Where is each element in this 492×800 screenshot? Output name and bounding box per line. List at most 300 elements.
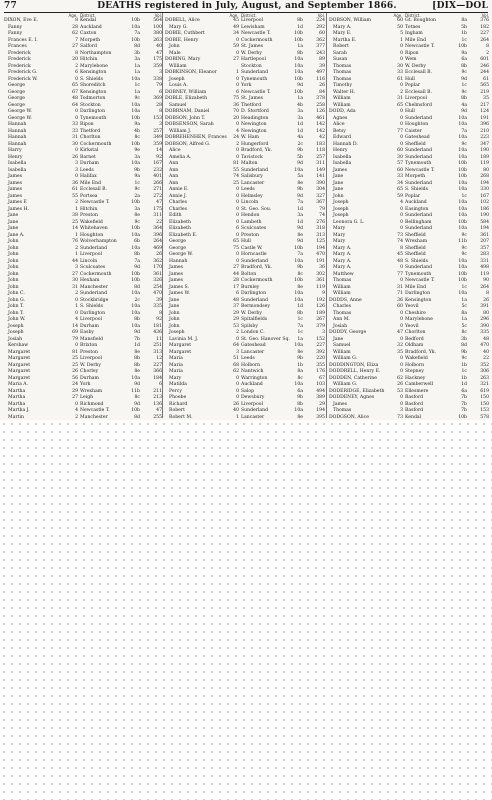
entry-name: John [8, 284, 19, 290]
entry-page: 271 [153, 187, 162, 192]
entry-volume: 9d [297, 193, 303, 199]
entry-name: Robert M. [169, 414, 193, 420]
entry-name: Harry [8, 148, 22, 153]
entry-age: 0 [75, 343, 78, 348]
entry-volume: 9c [461, 356, 467, 361]
entry-age: 2 [400, 89, 403, 95]
entry-page: 266 [153, 180, 162, 186]
entry-page: 258 [316, 102, 325, 108]
entry-name: Walter H. [333, 89, 356, 95]
entry-volume: 1b [461, 362, 467, 368]
entry-name: Susan [333, 57, 348, 62]
entry-district: Houghton [405, 122, 429, 127]
entry-name: Thomas [333, 310, 352, 316]
entry-district: Lincoln [80, 258, 98, 264]
entry-page: 191 [316, 258, 325, 264]
entry-page: 12 [156, 356, 162, 361]
entry-name: Mary A. [333, 24, 352, 30]
entry-age: 0 [400, 213, 403, 218]
entry-volume: 9a [134, 122, 140, 127]
entry-page: 369 [153, 96, 162, 101]
entry-age: 31 [397, 284, 403, 290]
entry-volume: 10b [294, 89, 303, 95]
entry-volume: 9d [461, 109, 467, 114]
entry-district: Preston [80, 213, 98, 218]
entry-age: 47 [397, 330, 403, 335]
entry-page: 254 [153, 284, 162, 290]
entry-age: 0 [400, 115, 403, 121]
entry-name: DODDEN, Catherine [329, 375, 377, 381]
entry-age: 0 [236, 206, 239, 212]
entry-page: 153 [480, 408, 489, 413]
entry-name: John T. [8, 304, 24, 309]
entry-district: Marylebone [405, 317, 433, 322]
entry-name: Hannah [8, 128, 27, 134]
entry-volume: 10b [294, 76, 303, 82]
entry-name: William [169, 63, 187, 69]
entry-page: 267 [316, 317, 325, 322]
entry-name: John [8, 239, 19, 244]
entry-name: Maria [169, 356, 183, 361]
entry-name: Mary A. [333, 252, 352, 257]
entry-age: 3 [400, 408, 403, 413]
entry-name: Jane [169, 297, 180, 303]
entry-volume: 8e [297, 349, 303, 355]
entry-page: 367 [316, 200, 325, 205]
entry-district: W. Derby [241, 310, 262, 316]
entry-volume: 10b [131, 226, 140, 231]
entry-district: Leigh [80, 395, 94, 400]
entry-name: DOBLE, Elizabeth [165, 96, 208, 101]
entry-page: 355 [316, 362, 325, 368]
entry-district: Ecclesall B. [405, 70, 433, 75]
entry-volume: 5b [297, 154, 303, 160]
entry-name: DOBELL, Alice [165, 18, 200, 23]
entry-volume: 3a [134, 206, 140, 212]
entry-name: Fanny [8, 31, 23, 36]
entry-name: Jane [8, 226, 19, 231]
entry-district: St. Geo. Sou. [241, 206, 272, 212]
entry-name: Alice [333, 122, 345, 127]
entry-page: 39 [156, 297, 162, 303]
entry-page: 26 [483, 297, 489, 303]
entry-volume: 1a [297, 44, 303, 49]
entry-age: 62 [72, 31, 78, 36]
entry-page: 327 [316, 193, 325, 199]
entry-page: 8 [486, 291, 489, 296]
entry-age: 0 [400, 83, 403, 88]
entry-district: Dewsbury [241, 395, 265, 400]
entry-page: 8 [486, 44, 489, 49]
entry-age: 0 [75, 310, 78, 316]
entry-page: 61 [483, 76, 489, 82]
entry-age: 27 [72, 395, 78, 400]
entry-volume: 10b [458, 174, 467, 179]
entry-volume: 10a [131, 291, 140, 296]
page-number: 77 [4, 1, 17, 11]
entry-age: 20 [72, 57, 78, 62]
entry-page: 170 [153, 265, 162, 270]
entry-age: 0 [236, 83, 239, 88]
entry-volume: 7a [461, 128, 467, 134]
entry-age: 1 [75, 252, 78, 257]
entry-volume: 1a [461, 317, 467, 322]
entry-volume: 5b [461, 24, 467, 30]
entry-volume: 10b [458, 167, 467, 173]
entry-page: 264 [153, 239, 162, 244]
entry-age: 6 [75, 70, 78, 75]
entry-age: 29 [233, 310, 239, 316]
entry-page: 311 [316, 161, 325, 166]
entry-name: Mary A. [333, 258, 352, 264]
entry-age: 1 [400, 37, 403, 43]
entry-name: Maria [169, 362, 183, 368]
entry-page: 366 [153, 369, 162, 374]
entry-page: 119 [316, 284, 325, 290]
entry-page: 119 [480, 161, 489, 166]
entry-district: S. Shields [405, 187, 428, 192]
entry-name: DIXON, Eve E. [4, 18, 39, 23]
entry-district: Salford [80, 44, 97, 49]
entry-name: Annie J. [169, 193, 187, 199]
entry-volume: 1c [297, 330, 303, 335]
entry-volume: 1a [461, 297, 467, 303]
entry-volume: 9a [134, 174, 140, 179]
entry-name: Martha [8, 388, 26, 394]
entry-volume: 10b [458, 161, 467, 166]
entry-district: Whitehaven [80, 226, 108, 231]
entry-district: Tynemouth [241, 76, 268, 82]
entry-volume: 1a [134, 70, 140, 75]
entry-volume: 10a [131, 304, 140, 309]
entry-volume: 8b [134, 252, 140, 257]
entry-name: Leonora G. L. [333, 219, 365, 225]
entry-page: 175 [153, 206, 162, 212]
entry-page: 102 [480, 200, 489, 205]
entry-age: 0 [400, 122, 403, 127]
entry-district: Darlington [405, 291, 431, 296]
entry-page: 2 [486, 50, 489, 56]
entry-volume: 10a [458, 180, 467, 186]
entry-age: 79 [72, 336, 78, 342]
entry-name: Mary [333, 239, 346, 244]
entry-district: Sunderland [405, 226, 433, 231]
entry-volume: 3b [134, 50, 140, 56]
entry-name: John [8, 278, 19, 283]
entry-page: 186 [480, 206, 489, 212]
entry-district: Northampton [80, 50, 112, 56]
entry-volume: 6a [297, 388, 303, 394]
entry-name: William G. [333, 382, 358, 387]
entry-district: Spitalfields [241, 317, 268, 322]
entry-district: Todmorton [80, 96, 106, 101]
entry-volume: 10a [458, 206, 467, 212]
entry-name: Robert [333, 44, 349, 49]
entry-name: Frederick [8, 57, 31, 62]
entry-age: 65 [397, 187, 403, 192]
entry-page: 257 [153, 128, 162, 134]
entry-age: 0 [236, 219, 239, 225]
entry-page: 331 [480, 258, 489, 264]
entry-age: 26 [72, 369, 78, 374]
entry-volume: 9d [297, 161, 303, 166]
entry-page: 26 [319, 83, 325, 88]
entry-age: 0 [236, 50, 239, 56]
entry-volume: 8e [134, 213, 140, 218]
entry-age: 28 [233, 278, 239, 283]
entry-page: 184 [153, 375, 162, 381]
entry-volume: 3a [297, 213, 303, 218]
entry-volume: 10a [131, 109, 140, 114]
entry-volume: 8b [461, 96, 467, 101]
entry-district: W. Derby [241, 50, 262, 56]
entry-name: Alice [169, 148, 181, 153]
entry-page: 246 [480, 63, 489, 69]
entry-age: 73 [397, 414, 403, 420]
entry-age: 33 [72, 128, 78, 134]
entry-page: 22 [483, 356, 489, 361]
entry-district: Newcastle T. [405, 167, 435, 173]
entry-district: Stepney [405, 369, 424, 374]
entry-volume: 8e [297, 414, 303, 420]
entry-district: Preston [241, 232, 259, 238]
entry-page: 268 [480, 174, 489, 179]
entry-volume: 8b [297, 401, 303, 407]
entry-age: 55 [233, 167, 239, 173]
entry-name: Frederick [8, 50, 31, 56]
entry-name: DOBING, Mary [165, 57, 201, 62]
entry-age: 1 [236, 70, 239, 75]
entry-district: Sheffield [405, 252, 426, 257]
entry-page: 40 [156, 44, 162, 49]
entry-volume: 7a [134, 258, 140, 264]
entry-name: Louis A. [169, 83, 188, 88]
entry-name: Jane [8, 213, 19, 218]
entry-page: 362 [153, 258, 162, 264]
entry-age: 31 [72, 284, 78, 290]
entry-district: Hexham [80, 278, 100, 283]
entry-volume: 8b [297, 50, 303, 56]
entry-name: John [8, 265, 19, 270]
entry-district: Stockbridge [80, 297, 109, 303]
entry-page: 461 [316, 115, 325, 121]
entry-page: 136 [153, 401, 162, 407]
entry-page: 190 [480, 148, 489, 153]
entry-page: 103 [316, 382, 325, 387]
entry-name: Joseph [8, 323, 24, 329]
entry-name: John [8, 258, 19, 264]
entry-age: 24 [72, 382, 78, 387]
entry-page: 263 [153, 37, 162, 43]
entry-name: Jane [169, 304, 180, 309]
entry-page: 224 [316, 18, 325, 23]
entry-page: 192 [316, 297, 325, 303]
entry-name: Thomas [333, 278, 352, 283]
entry-volume: 10a [131, 76, 140, 82]
entry-age: 0 [400, 278, 403, 283]
entry-district: Auckland [80, 24, 102, 30]
entry-age: 27 [72, 271, 78, 277]
entry-age: 55 [72, 193, 78, 199]
entry-name: Joseph [169, 330, 185, 335]
entry-age: 60 [397, 148, 403, 153]
entry-district: Salop [241, 388, 255, 394]
entry-name: Sarah [333, 50, 347, 56]
entry-page: 361 [480, 232, 489, 238]
entry-name: Richard [169, 401, 188, 407]
entry-district: Chelmsford [405, 102, 432, 108]
entry-name: Frederick W. [8, 76, 38, 82]
entry-district: Leeds [241, 187, 255, 192]
entry-district: Basford [405, 401, 424, 407]
entry-volume: 10b [294, 31, 303, 36]
entry-volume: 10a [458, 291, 467, 296]
entry-age: 30 [397, 63, 403, 69]
entry-district: Basford [405, 395, 424, 400]
entry-district: Newcastle T. [80, 408, 110, 413]
entry-volume: 1a [134, 89, 140, 95]
entry-volume: 7a [297, 252, 303, 257]
index-column-3 [329, 13, 489, 418]
entry-name: Percy [169, 388, 182, 394]
entry-age: 32 [397, 343, 403, 348]
column-divider [326, 13, 327, 418]
entry-district: Ellesmere [405, 388, 429, 394]
entry-volume: 10a [294, 63, 303, 69]
entry-volume: 10a [458, 122, 467, 127]
entry-name: DODERIDGE, Elizabeth [329, 388, 385, 394]
page-header [0, 0, 492, 12]
entry-age: 34 [397, 180, 403, 186]
entry-volume: 1c [134, 180, 140, 186]
entry-page: 167 [153, 161, 162, 166]
entry-page: 28 [156, 102, 162, 108]
entry-name: Henry [8, 154, 23, 160]
entry-volume: 1c [461, 369, 467, 374]
entry-age: 0 [75, 148, 78, 153]
entry-page: 292 [316, 24, 325, 30]
entry-name: Thomas [333, 408, 352, 413]
entry-volume: 5a [297, 174, 303, 179]
entry-age: 48 [72, 96, 78, 101]
entry-page: 126 [316, 109, 325, 114]
entry-volume: 9d [134, 382, 140, 387]
entry-age: 56 [72, 375, 78, 381]
entry-volume: 9c [461, 89, 467, 95]
entry-volume: 10a [458, 226, 467, 231]
entry-age: 33 [397, 174, 403, 179]
entry-page: 395 [316, 414, 325, 420]
entry-age: 0 [400, 109, 403, 114]
entry-district: Liverpool [405, 96, 427, 101]
entry-page: 306 [480, 369, 489, 374]
entry-volume: 10b [131, 18, 140, 23]
entry-name: Margaret [8, 356, 31, 361]
entry-name: DOBIE, Henry [165, 37, 199, 43]
entry-age: 30 [72, 278, 78, 283]
entry-name: Charles [333, 304, 351, 309]
entry-volume: 9b [461, 349, 467, 355]
entry-volume: 8b [134, 317, 140, 322]
entry-volume: 9d [134, 401, 140, 407]
entry-volume: 10a [458, 213, 467, 218]
entry-page: 167 [480, 193, 489, 199]
entry-age: 53 [397, 388, 403, 394]
entry-age: 59 [397, 193, 403, 199]
entry-name: DODDS, Anne [329, 297, 362, 303]
entry-volume: 10b [294, 245, 303, 251]
entry-volume: 9c [461, 141, 467, 147]
entry-page: 142 [316, 122, 325, 127]
entry-district: Castle W. [241, 245, 263, 251]
entry-page: 3 [159, 70, 162, 75]
entry-volume: 9c [134, 96, 140, 101]
entry-name: George [8, 102, 26, 108]
entry-page: 227 [316, 343, 325, 348]
entry-name: Fanny [8, 24, 23, 30]
entry-page: 283 [480, 252, 489, 257]
entry-volume: 10a [131, 24, 140, 30]
entry-page: 359 [153, 141, 162, 147]
entry-age: 0 [236, 154, 239, 160]
entry-page: 119 [480, 271, 489, 277]
entry-volume: 8e [297, 232, 303, 238]
entry-page: 194 [480, 180, 489, 186]
entry-page: 392 [316, 349, 325, 355]
entry-volume: 10a [131, 310, 140, 316]
entry-volume: 10a [294, 167, 303, 173]
entry-age: 27 [72, 44, 78, 49]
entry-volume: 9b [297, 395, 303, 400]
entry-age: 28 [72, 24, 78, 30]
entry-age: 81 [233, 161, 239, 166]
entry-district: Bellingham [405, 219, 432, 225]
entry-page: 498 [480, 265, 489, 270]
entry-name: Frances [8, 44, 27, 49]
entry-name: James [8, 174, 23, 179]
entry-district: Liverpool [80, 252, 102, 257]
entry-page: 89 [319, 57, 325, 62]
entry-age: 57 [397, 161, 403, 166]
entry-district: Kensington [80, 70, 107, 75]
entry-volume: 1d [297, 304, 303, 309]
entry-page: 243 [316, 50, 325, 56]
entry-volume: 3a [134, 154, 140, 160]
entry-district: Sunderland [80, 291, 108, 296]
entry-district: Stockton [241, 63, 262, 69]
entry-district: Sunderland [405, 148, 433, 153]
entry-age: 0 [400, 135, 403, 140]
entry-age: 60 [397, 304, 403, 309]
entry-age: 2 [75, 200, 78, 205]
entry-name: George [8, 83, 26, 88]
entry-volume: 10a [131, 323, 140, 329]
entry-page: 389 [316, 395, 325, 400]
entry-page: 126 [316, 304, 325, 309]
entry-district: Sunderland [405, 180, 433, 186]
entry-district: Mile End [405, 284, 427, 290]
entry-district: Morpeth [80, 37, 101, 43]
entry-name: Henry [333, 148, 348, 153]
entry-name: Robert [169, 408, 185, 413]
entry-page: 22 [156, 219, 162, 225]
entry-district: Bradford, Yk. [241, 265, 273, 270]
entry-page: 619 [480, 388, 489, 394]
entry-name: Jane [8, 219, 19, 225]
entry-volume: 9b [297, 356, 303, 361]
entry-name: John G. [8, 297, 25, 303]
entry-name: Samuel [333, 343, 351, 348]
